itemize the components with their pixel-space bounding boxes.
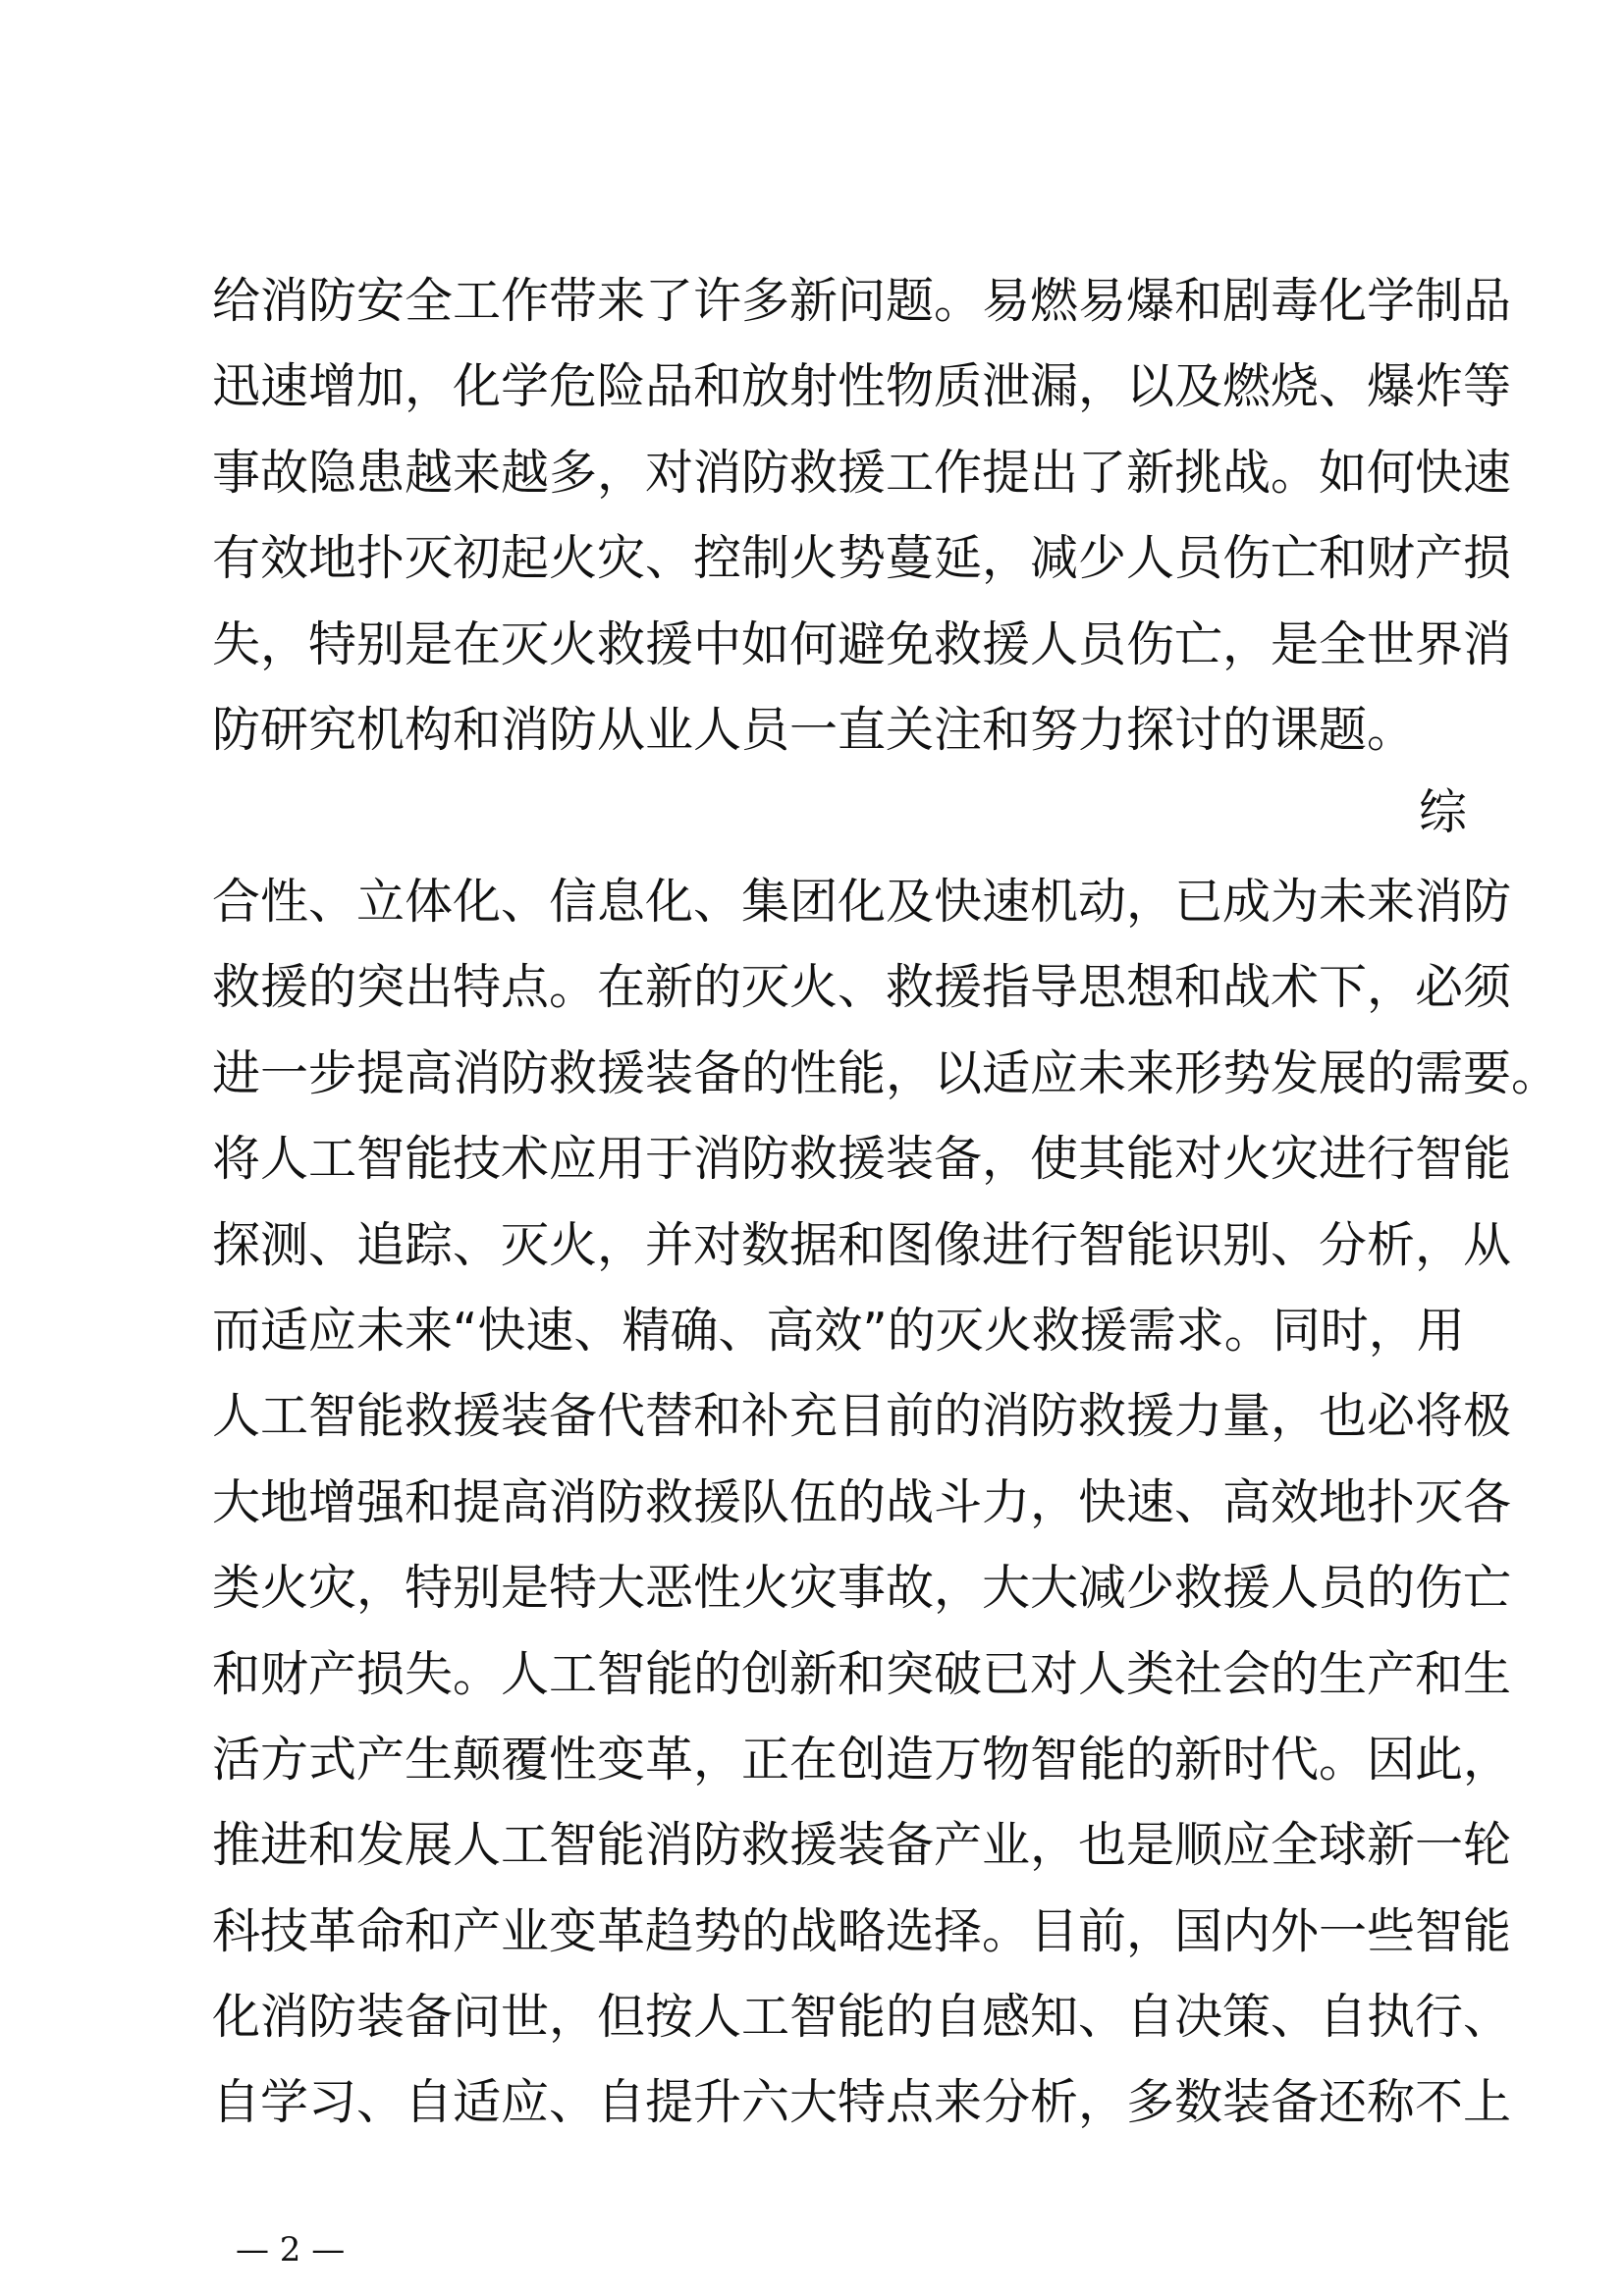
text-line: 进一步提高消防救援装备的性能，以适应未来形势发展的需要。	[212, 1044, 1560, 1101]
text-line: 事故隐患越来越多，对消防救援工作提出了新挑战。如何快速	[212, 444, 1512, 501]
text-line: 救援的突出特点。在新的灭火、救援指导思想和战术下，必须	[212, 959, 1512, 1016]
page-number: — 2 —	[236, 2230, 346, 2269]
text-line: 失，特别是在灭火救援中如何避免救援人员伤亡，是全世界消	[212, 615, 1512, 672]
text-line: 类火灾，特别是特大恶性火灾事故，大大减少救援人员的伤亡	[212, 1560, 1512, 1617]
text-line: 大地增强和提高消防救援队伍的战斗力，快速、高效地扑灭各	[212, 1473, 1512, 1530]
text-line: 自学习、自适应、自提升六大特点来分析，多数装备还称不上	[212, 2074, 1512, 2131]
text-line: 科技革命和产业变革趋势的战略选择。目前，国内外一些智能	[212, 1902, 1512, 1959]
line-start-character: 综	[1419, 784, 1468, 840]
text-line: 和财产损失。人工智能的创新和突破已对人类社会的生产和生	[212, 1645, 1512, 1702]
text-line: 将人工智能技术应用于消防救援装备，使其能对火灾进行智能	[212, 1131, 1512, 1188]
text-line: 化消防装备问世，但按人工智能的自感知、自决策、自执行、	[212, 1989, 1512, 2046]
text-line: 探测、追踪、灭火，并对数据和图像进行智能识别、分析，从	[212, 1216, 1512, 1273]
paragraph-1	[212, 258, 1512, 773]
text-line: 人工智能救援装备代替和补充目前的消防救援力量，也必将极	[212, 1388, 1512, 1445]
text-line: 迅速增加，化学危险品和放射性物质泄漏，以及燃烧、爆炸等	[212, 358, 1512, 415]
text-line: 推进和发展人工智能消防救援装备产业，也是顺应全球新一轮	[212, 1817, 1512, 1874]
text-line: 有效地扑灭初起火灾、控制火势蔓延，减少人员伤亡和财产损	[212, 530, 1512, 587]
text-line: 活方式产生颠覆性变革，正在创造万物智能的新时代。因此，	[212, 1731, 1512, 1788]
paragraph-2	[212, 859, 1560, 2146]
text-line: 合性、立体化、信息化、集团化及快速机动，已成为未来消防	[212, 874, 1512, 930]
text-line: 而适应未来“快速、精确、高效”的灭火救援需求。同时，用	[212, 1302, 1465, 1359]
text-line: 防研究机构和消防从业人员一直关注和努力探讨的课题。	[212, 701, 1416, 758]
text-line: 给消防安全工作带来了许多新问题。易燃易爆和剧毒化学制品	[212, 273, 1512, 329]
